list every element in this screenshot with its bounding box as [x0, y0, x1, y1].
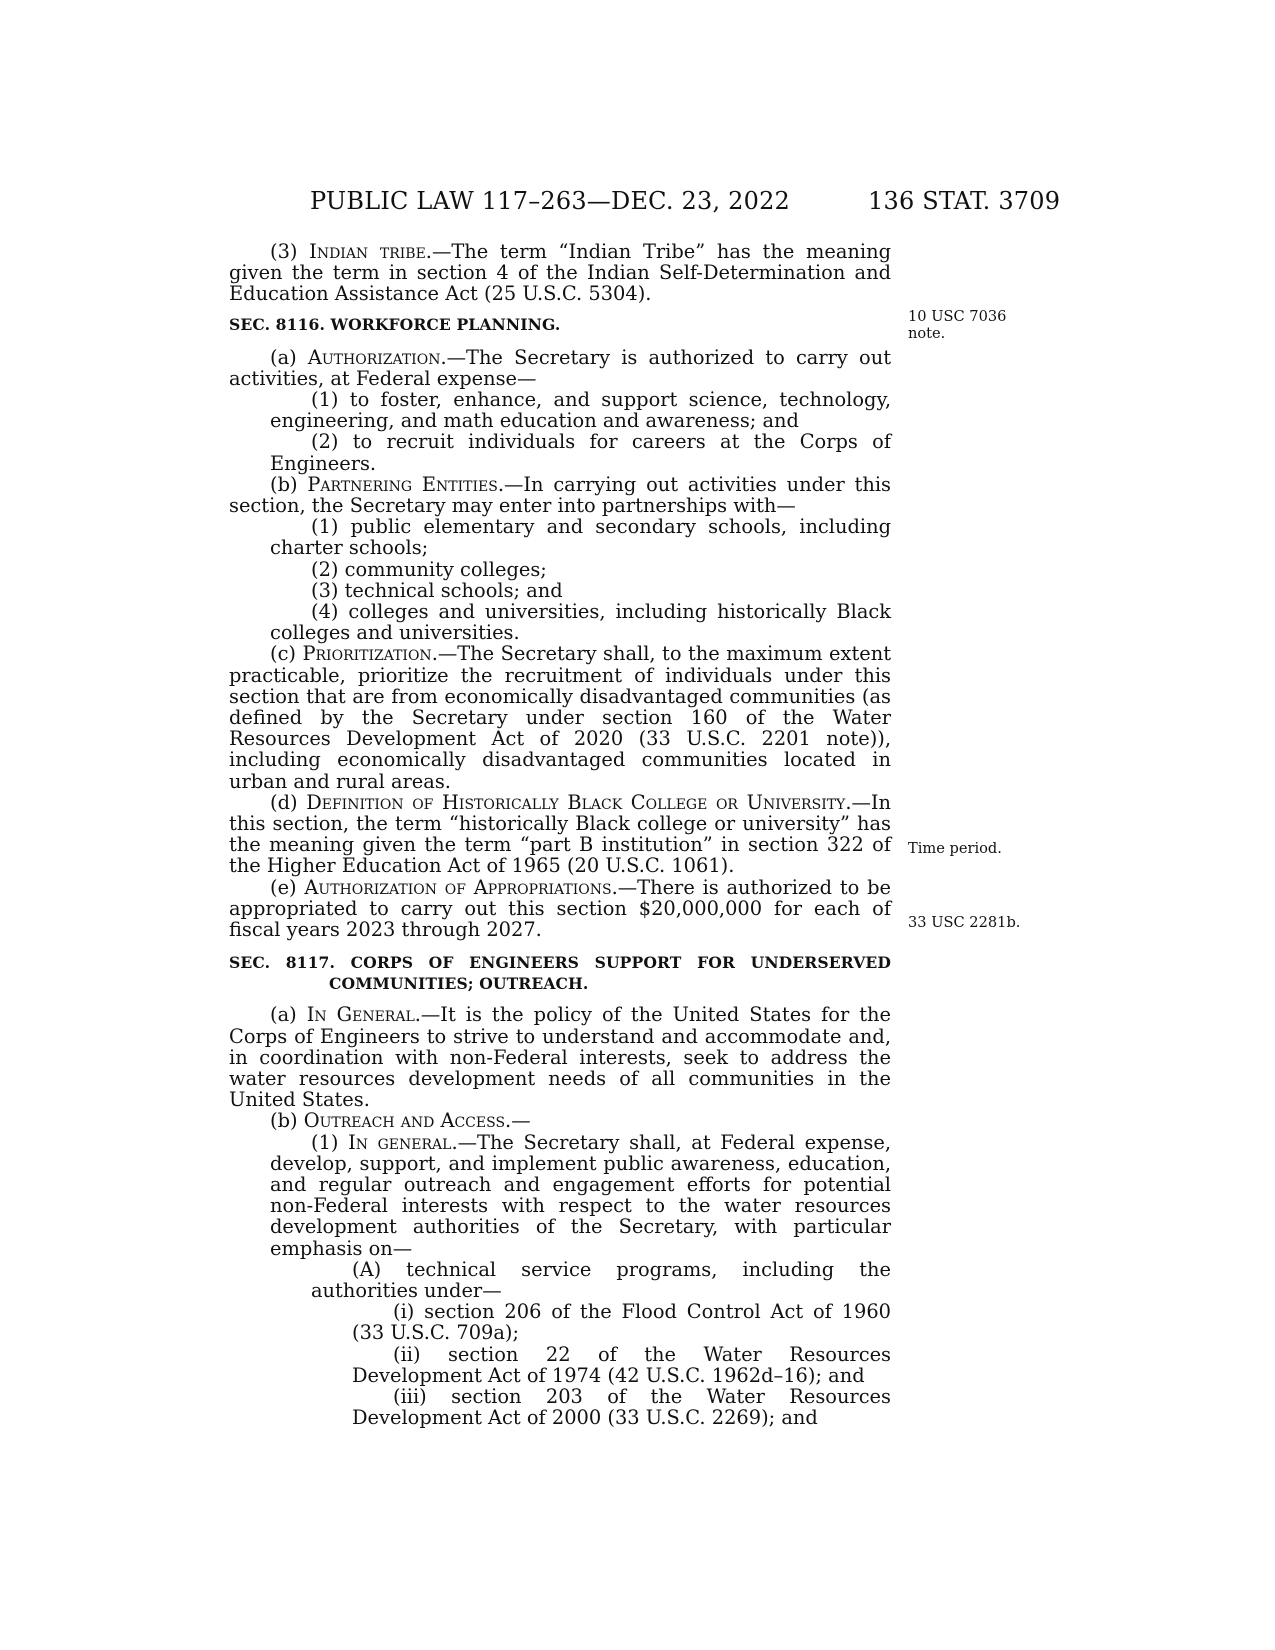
running-header-page: 136 STAT. 3709 [868, 187, 1061, 215]
subsection-b: (b) Partnering Entities.—In carrying out activities under this section, the Secretary may enter into partnerships with— [229, 472, 891, 518]
clause-8117-b1-A-ii: (ii) section 22 of the Water Resources Development Act of 1974 (42 U.S.C. 1962d–16); and [352, 1342, 891, 1387]
running-header-title: PUBLIC LAW 117–263—DEC. 23, 2022 [310, 187, 791, 215]
subsection-8117-b: (b) Outreach and Access.— [270, 1109, 531, 1133]
margin-note-citation: 33 USC 2281b. [908, 914, 1021, 931]
subsection-d: (d) Definition of Historically Black College or University.—In this section, the term “historically Black college or university” has the meaning given the term “part B institution” in section 322 of the Higher Education Act of 1965 (20 U.S.C. 1061). [229, 790, 892, 878]
paragraph-indian-tribe: (3) Indian tribe.—The term “Indian Tribe” has the meaning given the term in section 4 of the Indian Self-Determination and Education Assistance Act (25 U.S.C. 5304). [229, 240, 891, 306]
section-heading-8116: SEC. 8116. WORKFORCE PLANNING. [229, 314, 561, 334]
subsection-c: (c) Prioritization.—The Secretary shall, to the maximum extent practicable, prioritize the recruitment of individuals under this section that are from economically disadvantaged communities (as defined by the Secretary under section 160 of the Water Resources Development Act of 2020 (33 U.S.C. 2201 note)), including economically disadvantaged communities located in urban and rural areas. [229, 642, 891, 793]
subparagraph-8117-b1-A: (A) technical service programs, including the authorities under— [311, 1257, 891, 1302]
paragraph-8117-b1: (1) In general.—The Secretary shall, at Federal expense, develop, support, and implement public awareness, education, and regular outreach and engagement efforts for potential non-Federal interests with respect to the water resources development authorities of the Secretary, with particular emphasis on— [270, 1130, 892, 1260]
clause-8117-b1-A-i: (i) section 206 of the Flood Control Act of 1960 (33 U.S.C. 709a); [352, 1300, 891, 1345]
clause-8117-b1-A-iii: (iii) section 203 of the Water Resources Development Act of 2000 (33 U.S.C. 2269); and [352, 1384, 891, 1430]
paragraph-b4: (4) colleges and universities, including historically Black colleges and universities. [270, 600, 891, 645]
subsection-8117-a: (a) In General.—It is the policy of the United States for the Corps of Engineers to strive to understand and accommodate and, in coordination with non-Federal interests, seek to address the water resources development needs of all communities in the United States. [229, 1003, 892, 1112]
paragraph-b1: (1) public elementary and secondary schools, including charter schools; [270, 515, 891, 560]
main-text-column [229, 241, 891, 1428]
paragraph-b3: (3) technical schools; and [311, 578, 563, 602]
subsection-e: (e) Authorization of Appropriations.—There is authorized to be appropriated to carry out this section $20,000,000 for each of fiscal years 2023 through 2027. [229, 875, 891, 942]
margin-note-citation [908, 308, 1006, 342]
paragraph-a2: (2) to recruit individuals for careers at the Corps of Engineers. [270, 430, 891, 475]
margin-note-line: 10 USC 7036 [908, 308, 1007, 325]
subsection-a: (a) Authorization.—The Secretary is authorized to carry out activities, at Federal expense— [229, 345, 891, 390]
paragraph-b2: (2) community colleges; [311, 557, 547, 581]
section-heading-8117: SEC. 8117. CORPS OF ENGINEERS SUPPORT FOR UNDERSERVED COMMUNITIES; OUTREACH. [229, 953, 891, 994]
margin-note-time-period: Time period. [908, 840, 1002, 857]
margin-note-line: note. [908, 325, 946, 342]
paragraph-a1: (1) to foster, enhance, and support science, technology, engineering, and math education and awareness; and [270, 388, 891, 433]
